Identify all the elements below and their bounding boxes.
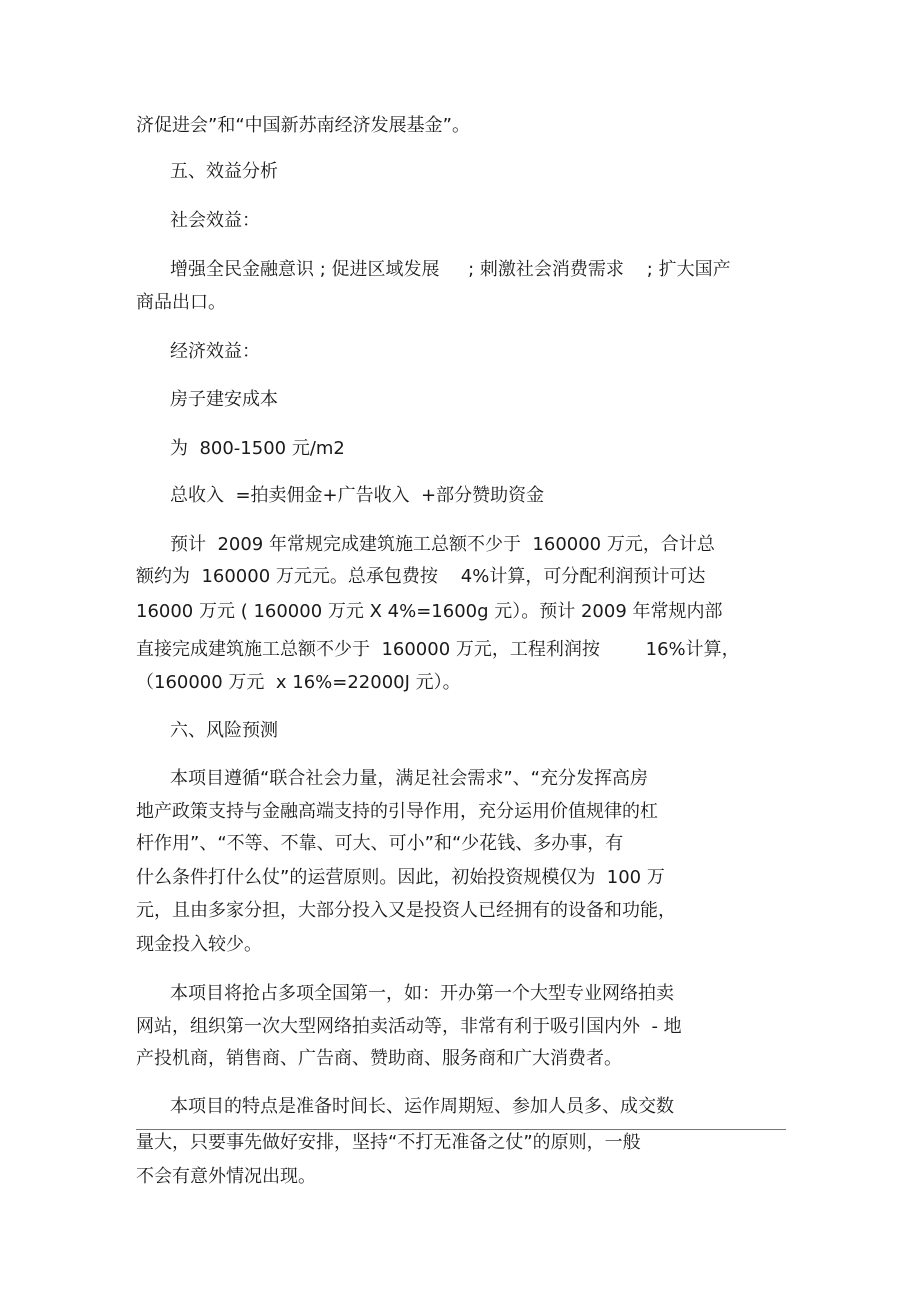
text-line: 量大，只要事先做好安排，坚持“不打无准备之仗”的原则，一般 <box>136 1132 641 1153</box>
text-line: 不会有意外情况出现。 <box>136 1166 316 1187</box>
text-line: 总收入 =拍卖佣金+广告收入 +部分赞助资金 <box>170 485 545 506</box>
sub-heading: 社会效益： <box>170 210 260 231</box>
text-line: 地产政策支持与金融高端支持的引导作用，充分运用价值规律的杠 <box>136 801 658 822</box>
text-line: 房子建安成本 <box>170 389 278 410</box>
text-line: 产投机商，销售商、广告商、赞助商、服务商和广大消费者。 <box>136 1048 622 1069</box>
section-heading: 六、风险预测 <box>170 720 278 741</box>
text-line: 预计 2009 年常规完成建筑施工总额不少于 160000 万元，合计总 <box>170 534 715 555</box>
text-line: 现金投入较少。 <box>136 934 262 955</box>
text-line: 额约为 160000 万元元。总承包费按 4%计算，可分配利润预计可达 <box>136 566 706 587</box>
text-line: （160000 万元 x 16%=22000J 元）。 <box>136 672 461 693</box>
text-line: 本项目遵循“联合社会力量，满足社会需求”、“充分发挥高房 <box>170 768 648 789</box>
sub-heading: 经济效益： <box>170 341 260 362</box>
text-line: 16000 万元 ( 160000 万元 X 4%=1600g 元）。预计 2009 年常规内部 <box>136 601 723 622</box>
text-line: 为 800-1500 元/m2 <box>170 438 345 459</box>
horizontal-rule <box>136 1129 786 1130</box>
text-line: 网站，组织第一次大型网络拍卖活动等，非常有利于吸引国内外 - 地 <box>136 1016 682 1037</box>
text-line: 济促进会”和“中国新苏南经济发展基金”。 <box>136 115 470 136</box>
text-line: 商品出口。 <box>136 292 226 313</box>
section-heading: 五、效益分析 <box>170 161 278 182</box>
text-line: 杆作用”、“不等、不靠、可大、可小”和“少花钱、多办事，有 <box>136 833 624 854</box>
text-line: 直接完成建筑施工总额不少于 160000 万元，工程利润按 16%计算， <box>136 639 740 660</box>
text-line: 元，且由多家分担，大部分投入又是投资人已经拥有的设备和功能， <box>136 900 676 921</box>
text-line: 本项目将抢占多项全国第一，如：开办第一个大型专业网络拍卖 <box>170 983 674 1004</box>
text-line: 什么条件打什么仗”的运营原则。因此，初始投资规模仅为 100 万 <box>136 867 665 888</box>
text-line: 增强全民金融意识 ; 促进区域发展 ; 刺激社会消费需求 ; 扩大国产 <box>170 259 731 280</box>
text-line: 本项目的特点是准备时间长、运作周期短、参加人员多、成交数 <box>170 1096 674 1117</box>
